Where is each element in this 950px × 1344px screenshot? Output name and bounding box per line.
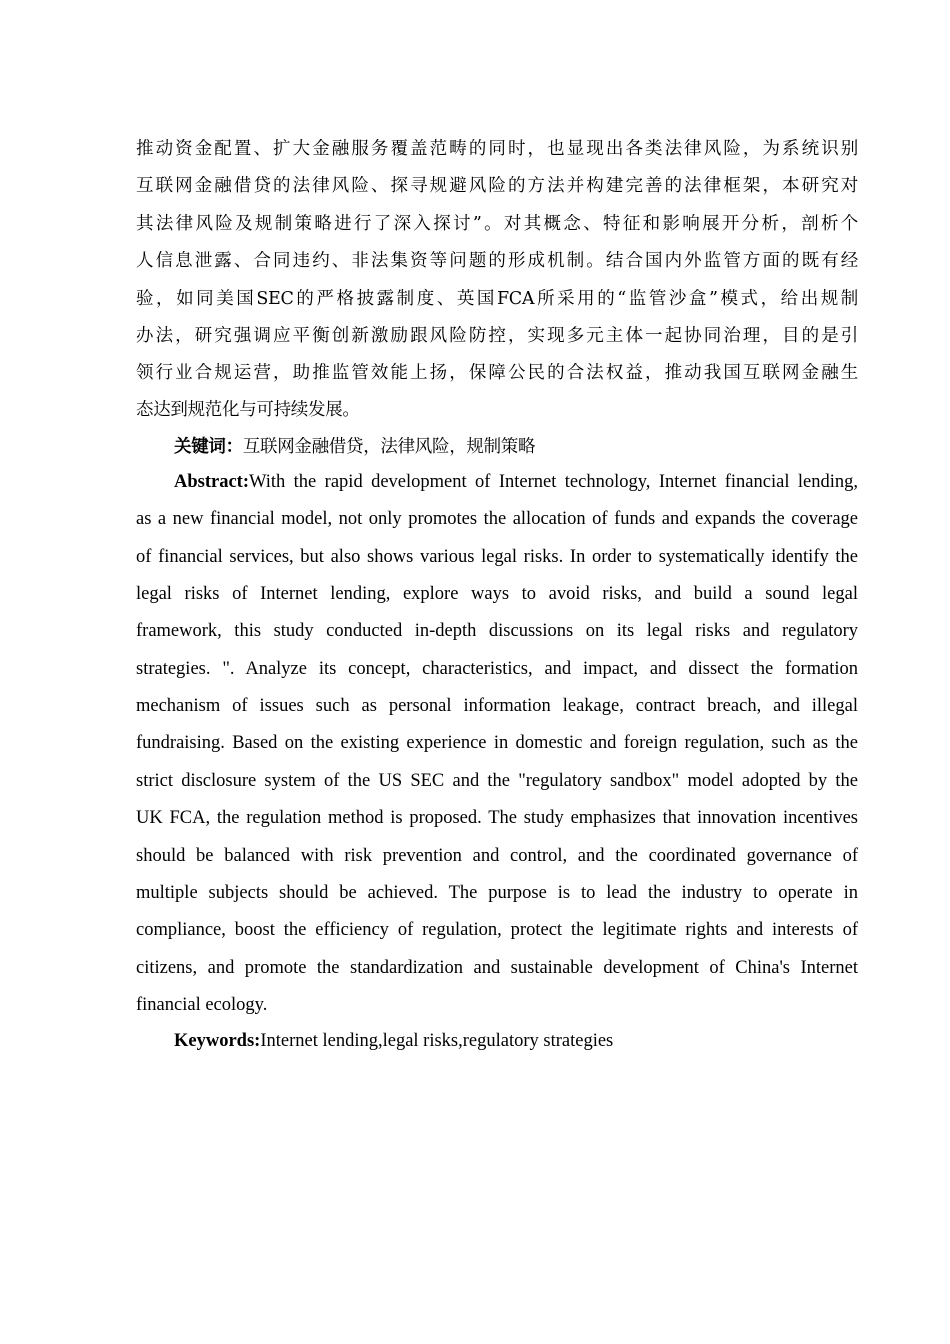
en-line: strategies. ". Analyze its concept, characteristics, and impact, and dissect the formation [136, 659, 858, 679]
en-keywords-text: Internet lending,legal risks,regulatory strategies [260, 1031, 614, 1051]
zh-keywords-label: 关键词： [174, 437, 243, 457]
zh-keywords-text: 互联网金融借贷，法律风险，规制策略 [242, 437, 536, 457]
en-line: multiple subjects should be achieved. The purpose is to lead the industry to operate in [136, 883, 858, 903]
abstract-label: Abstract: [174, 472, 250, 492]
en-keywords [174, 1028, 858, 1054]
zh-line: 领行业合规运营，助推监管效能上扬，保障公民的合法权益，推动我国互联网金融生 [136, 363, 858, 383]
zh-line: 其法律风险及规制策略进行了深入探讨”。对其概念、特征和影响展开分析，剖析个 [136, 214, 858, 234]
en-line: of financial services, but also shows various legal risks. In order to systematically identify the [136, 547, 858, 567]
en-line: financial ecology. [136, 995, 268, 1015]
zh-line: 互联网金融借贷的法律风险、探寻规避风险的方法并构建完善的法律框架，本研究对 [136, 176, 858, 196]
zh-line: 办法，研究强调应平衡创新激励跟风险防控，实现多元主体一起协同治理，目的是引 [136, 326, 858, 346]
en-keywords-label: Keywords: [174, 1031, 261, 1051]
en-line-text: With the rapid development of Internet technology, Internet financial lending, [249, 472, 858, 492]
en-line: fundraising. Based on the existing experience in domestic and foreign regulation, such as the [136, 733, 858, 753]
en-line: legal risks of Internet lending, explore ways to avoid risks, and build a sound legal [136, 584, 858, 604]
en-line: framework, this study conducted in-depth discussions on its legal risks and regulatory [136, 621, 858, 641]
en-line: mechanism of issues such as personal information leakage, contract breach, and illegal [136, 696, 858, 716]
en-line: UK FCA, the regulation method is proposed. The study emphasizes that innovation incentives [136, 808, 858, 828]
en-line: strict disclosure system of the US SEC and the "regulatory sandbox" model adopted by the [136, 771, 858, 791]
en-line: should be balanced with risk prevention and control, and the coordinated governance of [136, 846, 858, 866]
zh-line: 推动资金配置、扩大金融服务覆盖范畴的同时，也显现出各类法律风险，为系统识别 [136, 139, 858, 159]
zh-keywords [174, 434, 858, 460]
zh-line: 人信息泄露、合同违约、非法集资等问题的形成机制。结合国内外监管方面的既有经 [136, 251, 858, 271]
en-line: compliance, boost the efficiency of regulation, protect the legitimate rights and interests of [136, 920, 858, 940]
en-line: citizens, and promote the standardization and sustainable development of China's Internet [136, 958, 858, 978]
zh-line: 验，如同美国SEC的严格披露制度、英国FCA所采用的“监管沙盒”模式，给出规制 [136, 289, 858, 309]
zh-line: 态达到规范化与可持续发展。 [136, 400, 360, 420]
en-line [174, 469, 858, 495]
en-line: as a new financial model, not only promotes the allocation of funds and expands the coverage [136, 509, 858, 529]
